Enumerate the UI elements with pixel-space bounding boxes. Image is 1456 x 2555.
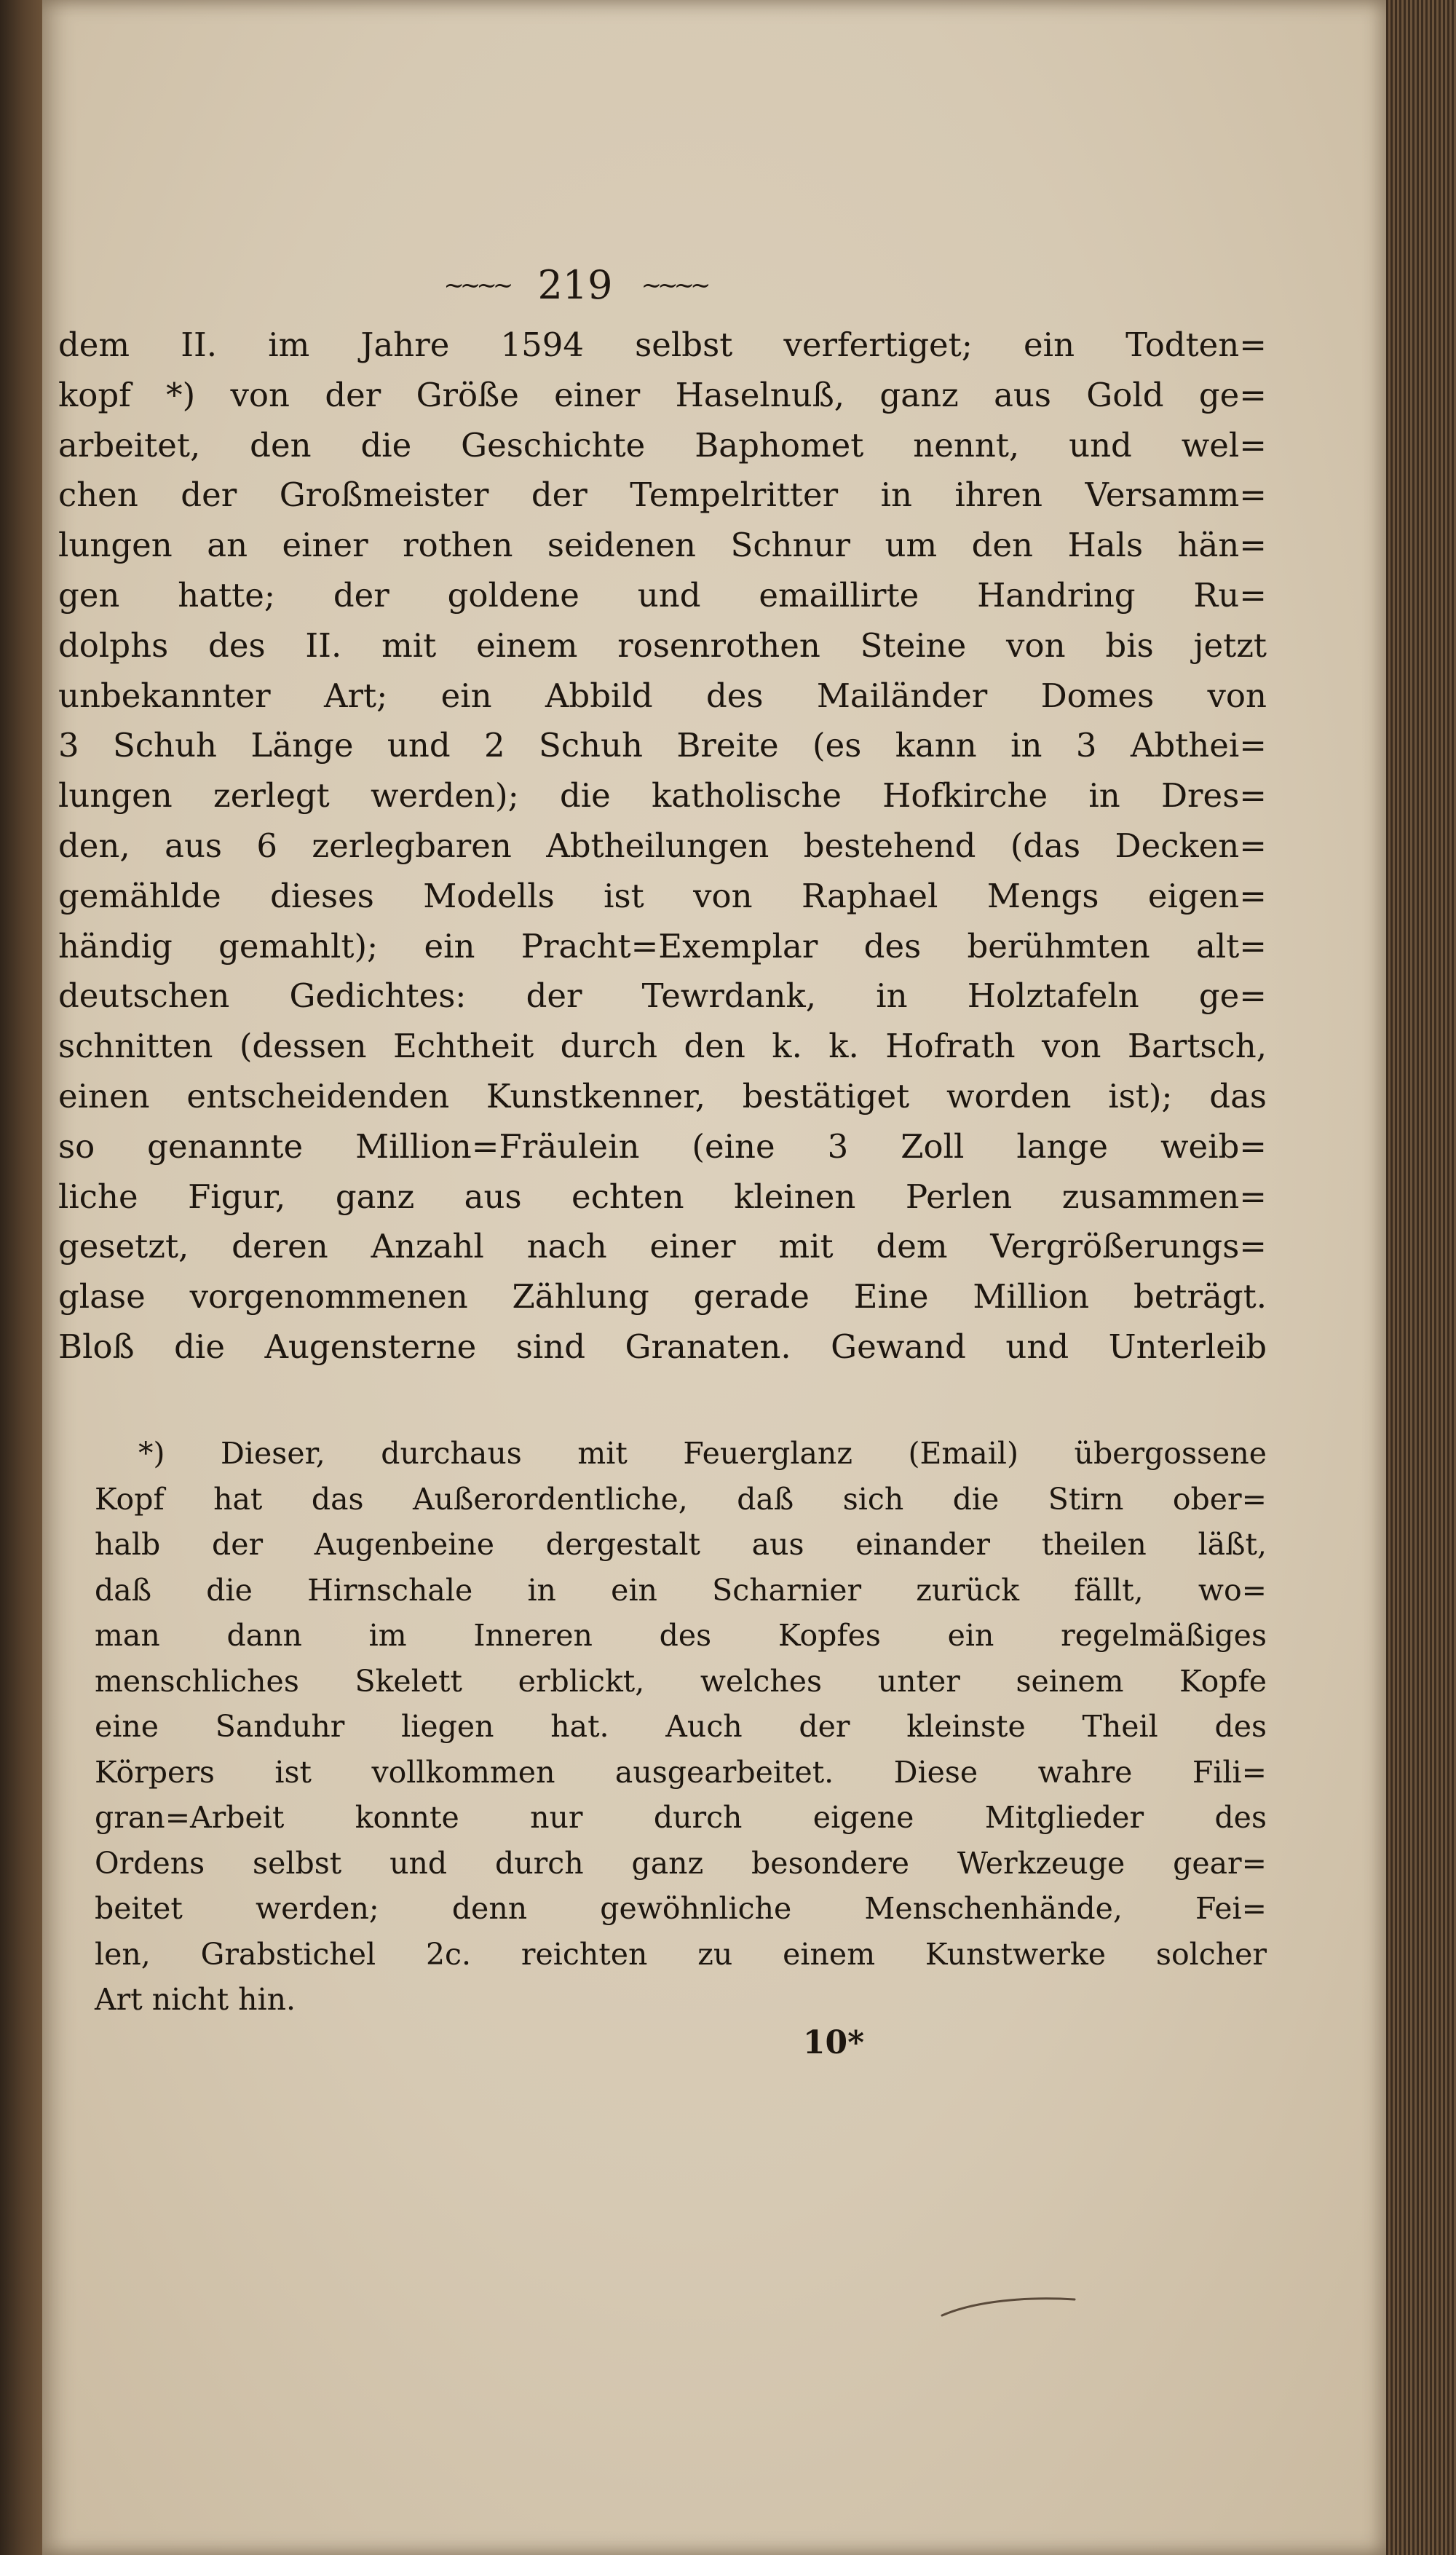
book-spine (0, 0, 42, 2555)
text-line: dolphs des II. mit einem rosenrothen Steine von bis jetzt (58, 625, 1267, 665)
footnote-line: halb der Augenbeine dergestalt aus einander theilen läßt, (95, 1527, 1267, 1562)
text-line: den, aus 6 zerlegbaren Abtheilungen bestehend (das Decken= (58, 826, 1267, 865)
text-line: dem II. im Jahre 1594 selbst verfertiget; ein Todten= (58, 325, 1267, 364)
footnote-line: Kopf hat das Außerordentliche, daß sich die Stirn ober= (95, 1481, 1267, 1517)
text-line: chen der Großmeister der Tempelritter in ihren Versamm= (58, 475, 1267, 515)
signature-mark: 10* (802, 2024, 865, 2061)
text-line: deutschen Gedichtes: der Tewrdank, in Holztafeln ge= (58, 976, 1267, 1016)
text-line: kopf *) von der Größe einer Haselnuß, ganz aus Gold ge= (58, 375, 1267, 414)
text-line: gesetzt, deren Anzahl nach einer mit dem Vergrößerungs= (58, 1227, 1267, 1266)
running-header (408, 262, 743, 315)
text-line: händig gemahlt); ein Pracht=Exemplar des berühmten alt= (58, 926, 1267, 965)
footnote-line: Art nicht hin. (95, 1982, 296, 2017)
text-line: schnitten (dessen Echtheit durch den k. k. Hofrath von Bartsch, (58, 1027, 1267, 1066)
pencil-mark (939, 2294, 1077, 2323)
footnote-block (95, 1431, 1267, 2023)
left-ornament: ~~~~ (443, 270, 510, 300)
footnote-line: len, Grabstichel 2c. reichten zu einem Kunstwerke solcher (95, 1936, 1267, 1972)
text-line: liche Figur, ganz aus echten kleinen Perlen zusammen= (58, 1177, 1267, 1216)
main-text-block (58, 320, 1267, 1373)
text-line: gemählde dieses Modells ist von Raphael Mengs eigen= (58, 876, 1267, 915)
text-line: arbeitet, den die Geschichte Baphomet nennt, und wel= (58, 425, 1267, 465)
text-line: 3 Schuh Länge und 2 Schuh Breite (es kann in 3 Abthei= (58, 726, 1267, 765)
footnote-line: daß die Hirnschale in ein Scharnier zurück fällt, wo= (95, 1572, 1267, 1608)
footnote-line: gran=Arbeit konnte nur durch eigene Mitglieder des (95, 1800, 1267, 1835)
right-ornament: ~~~~ (641, 270, 707, 300)
footnote-line: *) Dieser, durchaus mit Feuerglanz (Email) übergossene (138, 1436, 1267, 1471)
page-number: 219 (537, 262, 613, 308)
footnote-line: man dann im Inneren des Kopfes ein regelmäßiges (95, 1618, 1267, 1653)
text-line: Bloß die Augensterne sind Granaten. Gewand und Unterleib (58, 1327, 1267, 1366)
text-line: lungen an einer rothen seidenen Schnur um den Hals hän= (58, 526, 1267, 565)
footnote-line: menschliches Skelett erblickt, welches unter seinem Kopfe (95, 1663, 1267, 1699)
footnote-line: Ordens selbst und durch ganz besondere Werkzeuge gear= (95, 1845, 1267, 1881)
footnote-line: beitet werden; denn gewöhnliche Menschenhände, Fei= (95, 1891, 1267, 1926)
footnote-line: Körpers ist vollkommen ausgearbeitet. Diese wahre Fili= (95, 1754, 1267, 1790)
text-line: unbekannter Art; ein Abbild des Mailänder Domes von (58, 676, 1267, 715)
page-edges (1386, 0, 1456, 2555)
text-line: einen entscheidenden Kunstkenner, bestätiget worden ist); das (58, 1076, 1267, 1115)
footnote-line: eine Sanduhr liegen hat. Auch der kleinste Theil des (95, 1709, 1267, 1744)
text-line: gen hatte; der goldene und emaillirte Handring Ru= (58, 575, 1267, 615)
text-line: so genannte Million=Fräulein (eine 3 Zoll lange weib= (58, 1126, 1267, 1166)
text-line: glase vorgenommenen Zählung gerade Eine Million beträgt. (58, 1277, 1267, 1316)
text-line: lungen zerlegt werden); die katholische Hofkirche in Dres= (58, 776, 1267, 816)
